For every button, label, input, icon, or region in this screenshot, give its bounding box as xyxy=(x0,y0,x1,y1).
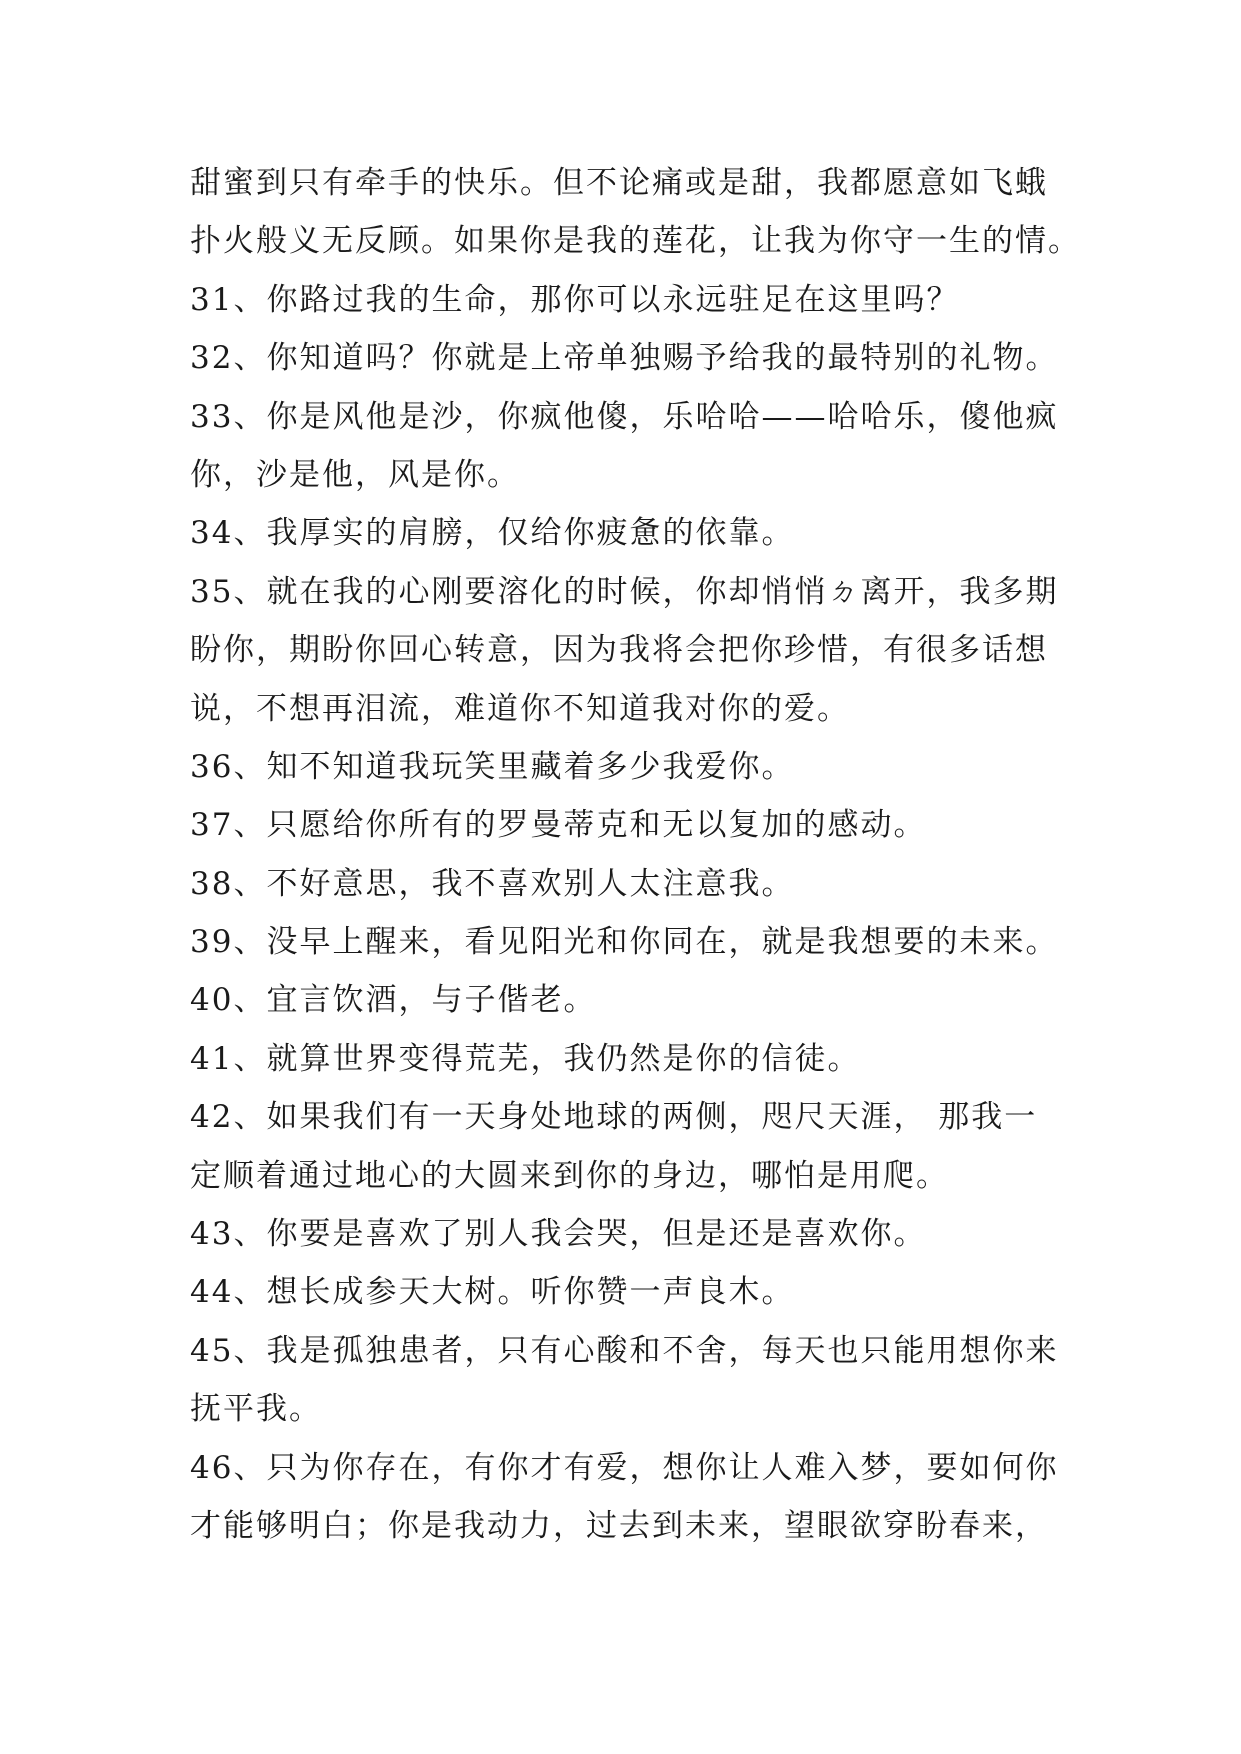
text-line: 你，沙是他，风是你。 xyxy=(190,456,520,493)
text-line: 43、你要是喜欢了别人我会哭，但是还是喜欢你。 xyxy=(190,1216,927,1253)
text-line: 40、宜言饮酒，与子偕老。 xyxy=(190,982,597,1019)
text-line: 39、没早上醒来，看见阳光和你同在，就是我想要的未来。 xyxy=(190,924,1059,961)
text-line: 45、我是孤独患者，只有心酸和不舍，每天也只能用想你来 xyxy=(190,1332,1059,1369)
text-line: 才能够明白；你是我动力，过去到未来，望眼欲穿盼春来， xyxy=(190,1507,1048,1544)
text-line: 41、就算世界变得荒芜，我仍然是你的信徒。 xyxy=(190,1040,861,1077)
text-line: 33、你是风他是沙，你疯他傻，乐哈哈——哈哈乐，傻他疯 xyxy=(190,398,1059,435)
text-line: 37、只愿给你所有的罗曼蒂克和无以复加的感动。 xyxy=(190,807,927,844)
text-line: 抚平我。 xyxy=(190,1391,322,1428)
text-line: 42、如果我们有一天身处地球的两侧，咫尺天涯， 那我一 xyxy=(190,1099,1038,1136)
text-line: 盼你，期盼你回心转意，因为我将会把你珍惜，有很多话想 xyxy=(190,632,1048,669)
text-line: 34、我厚实的肩膀，仅给你疲惫的依靠。 xyxy=(190,515,795,552)
text-line: 38、不好意思，我不喜欢别人太注意我。 xyxy=(190,865,795,902)
text-line: 扑火般义无反顾。如果你是我的莲花，让我为你守一生的情。 xyxy=(190,223,1081,260)
text-line: 31、你路过我的生命，那你可以永远驻足在这里吗？ xyxy=(190,281,960,318)
text-line: 46、只为你存在，有你才有爱，想你让人难入梦，要如何你 xyxy=(190,1449,1059,1486)
text-line: 35、就在我的心刚要溶化的时候，你却悄悄ㄉ离开，我多期 xyxy=(190,573,1059,610)
text-line: 说，不想再泪流，难道你不知道我对你的爱。 xyxy=(190,690,850,727)
text-line: 36、知不知道我玩笑里藏着多少我爱你。 xyxy=(190,748,795,785)
text-line: 甜蜜到只有牵手的快乐。但不论痛或是甜，我都愿意如飞蛾 xyxy=(190,165,1048,201)
text-line: 32、你知道吗？你就是上帝单独赐予给我的最特别的礼物。 xyxy=(190,340,1059,377)
text-line: 定顺着通过地心的大圆来到你的身边，哪怕是用爬。 xyxy=(190,1157,949,1194)
text-line: 44、想长成参天大树。听你赞一声良木。 xyxy=(190,1274,795,1311)
document-body xyxy=(190,154,1080,1555)
